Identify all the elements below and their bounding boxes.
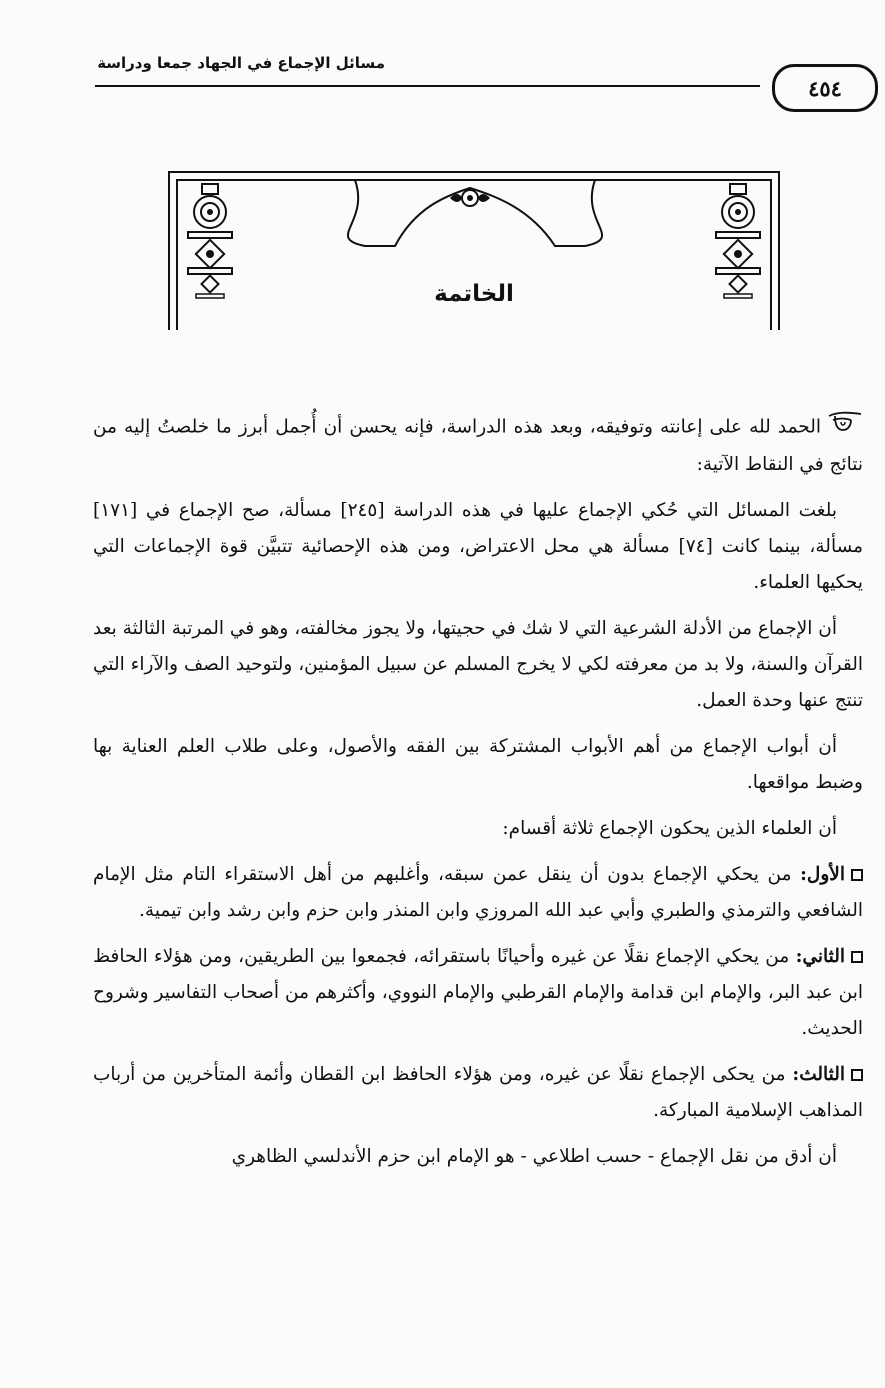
body-text [93, 408, 863, 1185]
intro-paragraph [93, 408, 863, 483]
pointing-hand-icon [827, 408, 863, 447]
paragraph-categories: أن العلماء الذين يحكون الإجماع ثلاثة أقسام: [502, 818, 837, 839]
paragraph-precision: أن أدق من نقل الإجماع - حسب اطلاعي - هو الإمام ابن حزم الأندلسي الظاهري [231, 1146, 837, 1167]
paragraph-statistics: بلغت المسائل التي حُكي الإجماع عليها في هذه الدراسة [٢٤٥] مسألة، صح الإجماع في [١٧١] مسألة، بينما كانت [٧٤] مسألة هي محل الاعتراض، ومن هذه الإحصائية تتبيَّن قوة الإجماعات التي يحكيها العلماء. [93, 500, 863, 593]
list-item-third [93, 1057, 863, 1129]
page-header [90, 44, 860, 104]
checkbox-bullet-icon [851, 1069, 863, 1081]
running-title: مسائل الإجماع في الجهاد جمعا ودراسة [97, 54, 385, 72]
chapter-banner [165, 168, 783, 333]
paragraph-authority: أن الإجماع من الأدلة الشرعية التي لا شك في حجيتها، ولا يجوز مخالفته، وهو في المرتبة الثالثة بعد القرآن والسنة، ولا بد من معرفته لكي لا يخرج المسلم عن سبيل المؤمنين، ولتوحيد الصف والآراء التي تنتج عنها وحدة العمل. [93, 618, 863, 711]
item-head: الثالث: [792, 1064, 845, 1085]
intro-text: الحمد لله على إعانته وتوفيقه، وبعد هذه الدراسة، فإنه يحسن أن أُجمل أبرز ما خلصتُ إليه من نتائج في النقاط الآتية: [93, 416, 863, 475]
item-text: من يحكى الإجماع نقلًا عن غيره، ومن هؤلاء الحافظ ابن القطان وأئمة المتأخرين من أرباب المذاهب الإسلامية المباركة. [93, 1064, 863, 1121]
item-text: من يحكي الإجماع بدون أن ينقل عمن سبقه، وأغلبهم من أهل الاستقراء التام مثل الإمام الشافعي والترمذي والطبري وأبي عبد الله المروزي وابن المنذر وابن حزم وابن رشد وابن تيمية. [93, 864, 863, 921]
paragraph-importance: أن أبواب الإجماع من أهم الأبواب المشتركة بين الفقه والأصول، وعلى طلاب العلم العناية بها وضبط مواقعها. [93, 736, 863, 793]
header-rule [95, 85, 760, 87]
item-head: الأول: [800, 864, 845, 885]
chapter-title: الخاتمة [434, 281, 514, 307]
page-number: ٤٥٤ [808, 75, 842, 101]
item-text: من يحكي الإجماع نقلًا عن غيره وأحيانًا باستقرائه، فجمعوا بين الطريقين، ومن هؤلاء الحافظ ابن عبد البر، والإمام ابن قدامة والإمام القرطبي والإمام النووي، وأكثرهم من أصحاب التفاسير وشروح الحديث. [93, 946, 863, 1039]
page-number-badge [772, 64, 878, 112]
list-item-first [93, 857, 863, 929]
list-item-second [93, 939, 863, 1047]
checkbox-bullet-icon [851, 951, 863, 963]
checkbox-bullet-icon [851, 869, 863, 881]
item-head: الثاني: [795, 946, 845, 967]
ornamental-frame [165, 168, 783, 333]
